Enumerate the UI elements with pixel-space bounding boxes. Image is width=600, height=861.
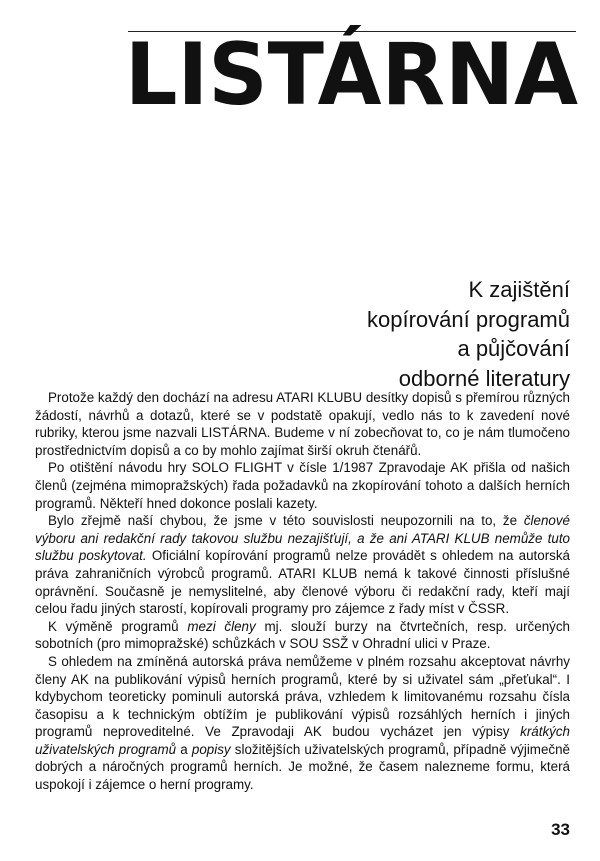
emphasized-text: krátkých uživatelských programů xyxy=(35,724,570,757)
headline-line: kopírování programů xyxy=(367,306,570,332)
article-paragraph xyxy=(35,653,570,794)
paragraph-text: Po otištění návodu hry SOLO FLIGHT v čísle 1/1987 Zpravodaje AK přišla od našich členů (zejména mimopražských) řada požadavků na zkopírování tohoto a dalších herních programů. Někteří hned dokonce poslali kazety. xyxy=(35,460,570,511)
article-paragraph xyxy=(35,618,570,653)
article-body xyxy=(35,389,570,794)
emphasized-text: mezi členy xyxy=(187,618,256,634)
paragraph-text: Oficiální kopírování programů nelze provádět s ohledem na autorská práva zahraničních výrobců programů. ATARI KLUB nemá k takové činnosti příslušné oprávnění. Současně je nemyslitelné, aby členové výboru či redakční rady, kteří mají celou řadu jiných starostí, kopírovali programy pro zájemce z řady míst v ČSSR. xyxy=(35,548,570,617)
article-paragraph xyxy=(35,389,570,459)
section-masthead-title: LISTÁRNA xyxy=(124,25,578,125)
emphasized-text: popisy xyxy=(191,741,231,757)
paragraph-text: složitějších uživatelských programů, případně výjimečně dobrých a náročných programů herních. Je možné, že časem nalezneme formu, která uspokojí i zájemce o herní programy. xyxy=(35,741,570,793)
paragraph-text: Bylo zřejmě naší chybou, že jsme v této souvislosti neupozornili na to, že xyxy=(48,513,524,529)
page-number: 33 xyxy=(551,820,570,839)
headline-line: a půjčování xyxy=(457,336,570,361)
article-paragraph xyxy=(35,512,570,618)
emphasized-text: členové výboru ani redakční rady takovou službu nezajišťují, a že ani ATARI KLUB nemůže tuto službu poskytovat. xyxy=(35,513,570,564)
paragraph-text: K výměně programů xyxy=(48,618,188,634)
article-headline xyxy=(150,275,570,393)
headline-line: K zajištění xyxy=(468,277,570,302)
paragraph-text: a xyxy=(176,741,192,757)
paragraph-text: S ohledem na zmíněná autorská práva nemůžeme v plném rozsahu akceptovat návrhy členy AK na publikování výpisů herních programů, které by si uživatel sám „přeťukal“. I kdybychom teoreticky pominuli autorská práva, vzhledem k limitovanému rozsahu čísla časopisu a k technickým obtížím je publikování výpisů rozsáhlých herních i jiných programů neproveditelné. Ve Zpravodaji AK budou vycházet jen výpisy xyxy=(35,653,570,740)
headline-line: odborné literatury xyxy=(398,365,570,391)
paragraph-text: Protože každý den dochází na adresu ATARI KLUBU desítky dopisů s přemírou různých žádostí, návrhů a dotazů, které se v podstatě opakují, vedlo nás to k zavedení nové rubriky, kterou jsme nazvali LISTÁRNA. Budeme v ní zobecňovat to, co je nám tlumočeno prostřednictvím dopisů a co by mohlo zajímat širší okruh čtenářů. xyxy=(35,390,570,458)
article-paragraph xyxy=(35,459,570,512)
paragraph-text: mj. slouží burzy na čtvrtečních, resp. určených sobotních (pro mimopražské) schůzkách v SOU SSŽ v Ohradní ulici v Praze. xyxy=(35,618,570,652)
